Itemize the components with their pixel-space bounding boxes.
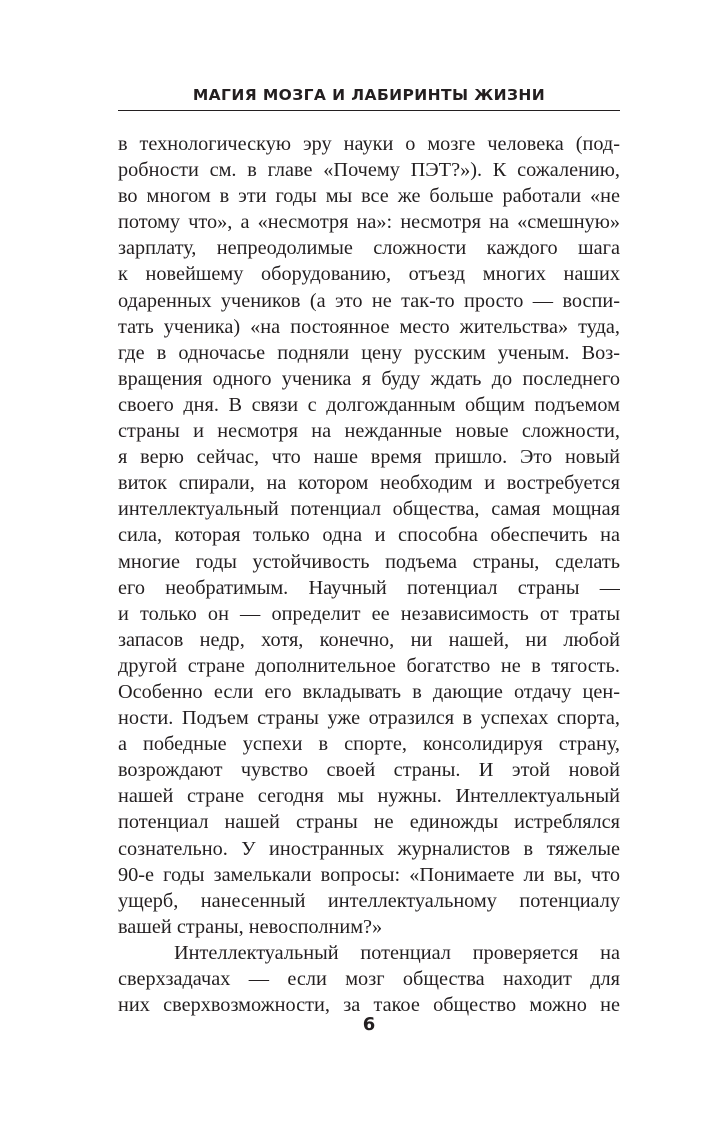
text-line: потому что», а «несмотря на»: несмотря на «смешную» xyxy=(118,211,620,234)
text-line: где в одночасье подняли цену русским ученым. Воз- xyxy=(118,341,620,364)
running-header: МАГИЯ МОЗГА И ЛАБИРИНТЫ ЖИЗНИ xyxy=(192,86,546,104)
text-line: ности. Подъем страны уже отразился в успехах спорта, xyxy=(118,707,620,730)
page-number: 6 xyxy=(362,1014,376,1035)
text-line: другой стране дополнительное богатство не в тягость. xyxy=(118,654,620,677)
text-line: запасов недр, хотя, конечно, ни нашей, ни любой xyxy=(118,628,620,651)
body-text xyxy=(118,131,620,1018)
text-line: вашей страны, невосполним?» xyxy=(118,915,383,938)
text-line: потенциал нашей страны не единожды истреблялся xyxy=(118,811,620,834)
text-line: Интеллектуальный потенциал проверяется на xyxy=(174,941,620,964)
text-line: сверхзадачах — если мозг общества находит для xyxy=(118,968,620,990)
text-line: во многом в эти годы мы все же больше работали «не xyxy=(118,185,620,208)
paragraph-2 xyxy=(118,940,620,1018)
text-line: своего дня. В связи с долгожданным общим подъемом xyxy=(118,393,620,416)
text-line: робности см. в главе «Почему ПЭТ?»). К сожалению, xyxy=(118,159,620,182)
text-line: его необратимым. Научный потенциал страны — xyxy=(118,576,620,599)
text-line: я верю сейчас, что наше время пришло. Это новый xyxy=(118,446,620,469)
text-line: многие годы устойчивость подъема страны, сделать xyxy=(118,550,620,573)
text-line: сила, которая только одна и способна обеспечить на xyxy=(118,524,620,547)
text-line: них сверхвозможности, за такое общество можно не xyxy=(118,994,620,1017)
text-line: одаренных учеников (а это не так-то просто — воспи- xyxy=(118,289,620,312)
text-line: интеллектуальный потенциал общества, самая мощная xyxy=(118,498,620,521)
text-line: к новейшему оборудованию, отъезд многих наших xyxy=(118,263,620,286)
text-line: нашей стране сегодня мы нужны. Интеллектуальный xyxy=(118,785,620,808)
text-line: Особенно если его вкладывать в дающие отдачу цен- xyxy=(118,680,620,703)
text-line: сознательно. У иностранных журналистов в тяжелые xyxy=(118,837,620,860)
text-line: 90-е годы замелькали вопросы: «Понимаете ли вы, что xyxy=(118,863,620,886)
text-line: виток спирали, на котором необходим и востребуется xyxy=(118,472,620,495)
text-line: ущерб, нанесенный интеллектуальному потенциалу xyxy=(118,889,620,912)
paragraph-1 xyxy=(118,131,620,940)
text-line: зарплату, непреодолимые сложности каждого шага xyxy=(118,237,620,260)
text-line: и только он — определит ее независимость от траты xyxy=(118,602,620,625)
text-line: тать ученика) «на постоянное место жительства» туда, xyxy=(118,315,620,338)
text-line: а победные успехи в спорте, консолидируя страну, xyxy=(118,733,620,756)
text-line: страны и несмотря на нежданные новые сложности, xyxy=(118,420,620,443)
text-line: вращения одного ученика я буду ждать до последнего xyxy=(118,367,620,390)
text-line: возрождают чувство своей страны. И этой новой xyxy=(118,759,620,782)
text-line: в технологическую эру науки о мозге человека (под- xyxy=(118,133,620,155)
header-rule xyxy=(118,110,620,111)
